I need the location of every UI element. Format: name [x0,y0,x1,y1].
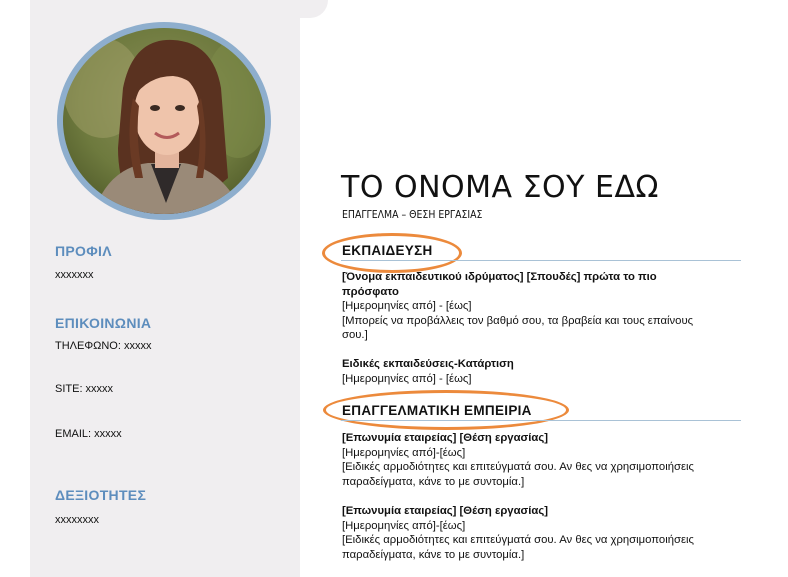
experience-entry-desc-cont: παραδείγματα, κάνε το με συντομία.] [342,548,525,561]
education-entry-title: Ειδικές εκπαιδεύσεις-Κατάρτιση [342,358,514,370]
experience-entry-dates: [Ημερομηνίες από]-[έως] [342,519,466,532]
experience-entry-desc: [Ειδικές αρμοδιότητες και επιτεύγματά σου. Αν θες να χρησιμοποιήσεις [342,461,694,474]
profile-photo [63,28,265,214]
education-divider [341,260,741,261]
experience-heading: ΕΠΑΓΓΕΛΜΑΤΙΚΗ ΕΜΠΕΙΡΙΑ [342,403,532,418]
skills-text: xxxxxxxx [55,514,99,526]
experience-entry [342,504,742,562]
portrait-image [63,28,265,214]
phone-text: ΤΗΛΕΦΩΝΟ: xxxxx [55,340,152,352]
education-entry-title: [Όνομα εκπαιδευτικού ιδρύματος] [Σπουδές] πρώτα το πιο [342,271,657,283]
experience-entry-title: [Επωνυμία εταιρείας] [Θέση εργασίας] [342,505,548,517]
profile-photo-frame [57,22,271,220]
experience-entry-title: [Επωνυμία εταιρείας] [Θέση εργασίας] [342,432,548,444]
education-entry-dates: [Ημερομηνίες από] - [έως] [342,300,472,313]
skills-heading: ΔΕΞΙΟΤΗΤΕΣ [55,487,147,503]
education-entry-dates: [Ημερομηνίες από] - [έως] [342,372,472,385]
profile-heading: ΠΡΟΦΙΛ [55,243,112,259]
education-entry-desc: [Μπορείς να προβάλλεις τον βαθμό σου, τα βραβεία και τους επαίνους [342,314,694,327]
profile-text: xxxxxxx [55,269,94,281]
person-name: ΤΟ ΟΝΟΜΑ ΣΟΥ ΕΔΩ [341,170,659,205]
sidebar-tab-shape [300,0,328,18]
experience-entry-desc-cont: παραδείγματα, κάνε το με συντομία.] [342,475,525,488]
job-title: ΕΠΑΓΓΕΛΜΑ – ΘΕΣΗ ΕΡΓΑΣΙΑΣ [342,208,483,221]
experience-entry [342,431,742,489]
education-heading: ΕΚΠΑΙΔΕΥΣΗ [342,243,433,258]
experience-entry-dates: [Ημερομηνίες από]-[έως] [342,446,466,459]
experience-divider [341,420,741,421]
education-entry-title-cont: πρόσφατο [342,285,399,298]
experience-entry-desc: [Ειδικές αρμοδιότητες και επιτεύγματά σου. Αν θες να χρησιμοποιήσεις [342,534,694,547]
email-text: EMAIL: xxxxx [55,428,122,440]
contact-heading: ΕΠΙΚΟΙΝΩΝΙΑ [55,315,152,331]
education-entry-desc-cont: σου.] [342,329,368,342]
education-entry [342,357,742,386]
site-text: SITE: xxxxx [55,383,114,395]
education-entry [342,270,742,343]
